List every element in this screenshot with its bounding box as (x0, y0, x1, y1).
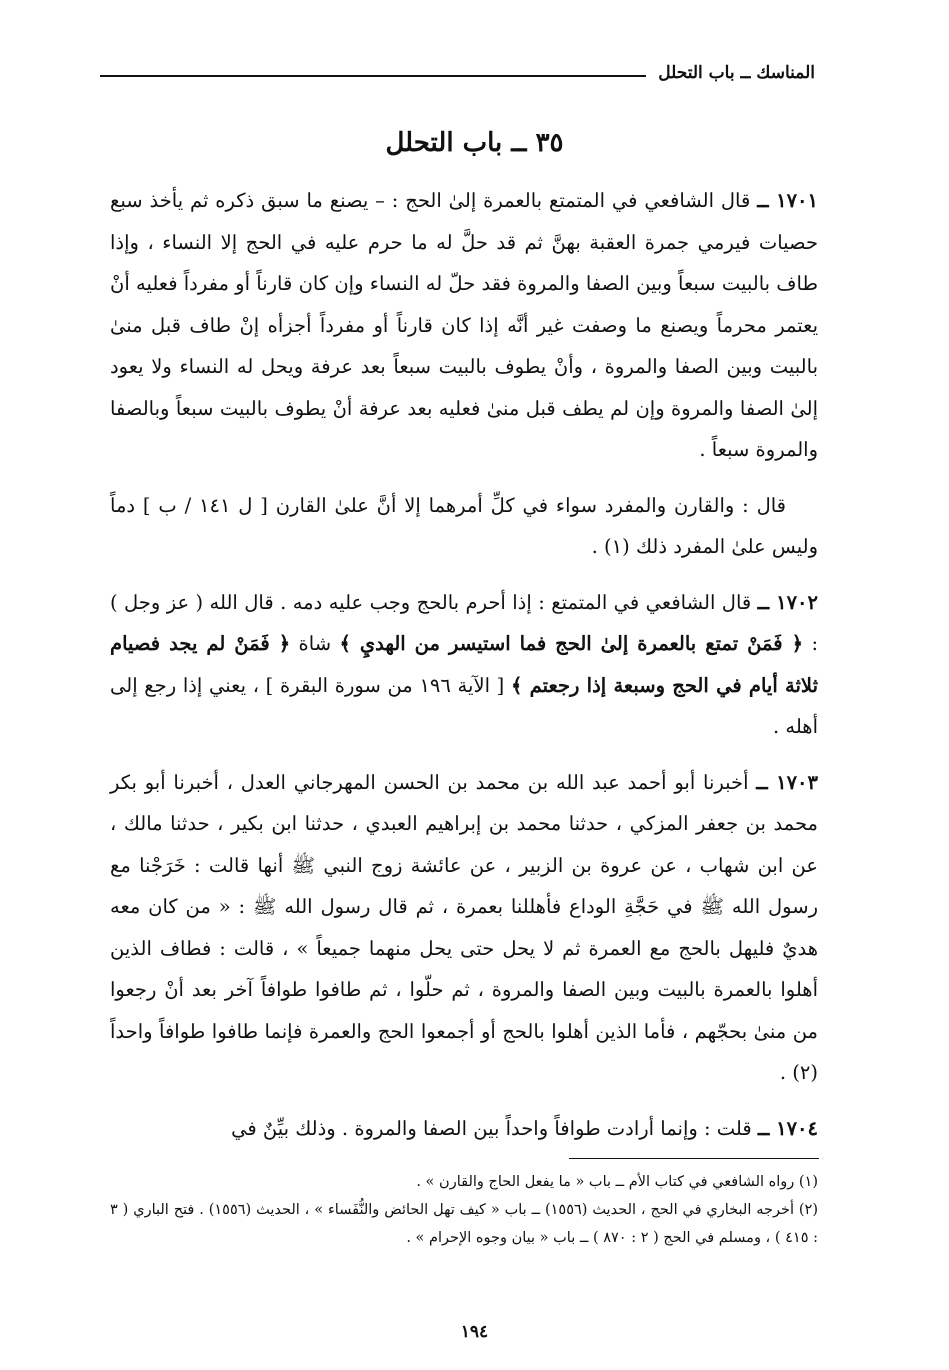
running-head-title: المناسك ــ باب التحلل (658, 63, 815, 83)
footnote-1: (١) رواه الشافعي في كتاب الأم ــ باب « ما يفعل الحاج والقارن » . (416, 1174, 818, 1190)
paragraph-text: أخبرنا أبو أحمد عبد الله بن محمد بن الحسن المهرجاني العدل ، أخبرنا أبو بكر محمد بن جعفر المزكي ، حدثنا محمد بن إبراهيم العبدي ، حدثنا ابن بكير ، حدثنا مالك ، عن ابن شهاب ، عن عروة بن الزبير ، عن عائشة زوج النبي ﷺ أنها قالت : خَرَجْنا مع رسول الله ﷺ في حَجَّةِ الوداع فأهللنا بعمرة ، ثم قال رسول الله ﷺ : « من كان معه هديٌ فليهل بالحج مع العمرة ثم لا يحل حتى يحل منهما جميعاً » ، قالت : فطاف الذين أهلوا بالعمرة بالبيت وبين الصفا والمروة ، ثم حلّوا ، ثم طافوا طوافاً آخر بعد أنْ رجعوا من منىٰ بحجّهم ، فأما الذين أهلوا بالحج أو أجمعوا الحج والعمرة فإنما طافوا طوافاً واحداً (٢) . (110, 770, 818, 1084)
footnote-separator (569, 1158, 819, 1159)
chapter-title: ٣٥ ــ باب التحلل (385, 128, 564, 158)
body-text (110, 180, 818, 1149)
paragraph-number: ١٧٠٣ ــ (756, 770, 819, 794)
paragraph-number: ١٧٠٤ ــ (757, 1116, 818, 1140)
paragraph-qala (110, 485, 818, 568)
paragraph-1704 (110, 1108, 818, 1150)
paragraph-text: قال الشافعي في المتمتع بالعمرة إلىٰ الحج : – يصنع ما سبق ذكره ثم يأخذ سبع حصيات فيرمي جمرة العقبة بهنَّ ثم قد حلَّ له ما حرم عليه في الحج إلا النساء ، وإذا طاف بالبيت سبعاً وبين الصفا والمروة فقد حلّ له النساء وإن كان قارناً أو مفرداً فعليه أنْ يعتمر محرماً ويصنع ما وصفت غير أنَّه إذا كان قارناً أو مفرداً أجزأه إنْ طاف قبل منىٰ بالبيت وبين الصفا والمروة ، وأنْ يطوف بالبيت سبعاً بعد عرفة ويحل له النساء ولا يعود إلىٰ الصفا والمروة وإن لم يطف قبل منىٰ فعليه بعد عرفة أنْ يطوف بالبيت سبعاً وبالصفا والمروة سبعاً . (110, 189, 818, 461)
footnote-2: (٢) أخرجه البخاري في الحج ، الحديث (١٥٥٦) ــ باب « كيف تهل الحائض والنُّفَساء » ، الحديث (١٥٥٦) . فتح الباري ( ٣ : ٤١٥ ) ، ومسلم في الحج ( ٢ : ٨٧٠ ) ــ باب « بيان وجوه الإحرام » . (110, 1202, 818, 1246)
running-head-rule (100, 75, 646, 77)
quran-verse: ﴿ فَمَنْ تمتع بالعمرة إلىٰ الحج فما استيسر من الهديِ ﴾ (339, 632, 804, 655)
paragraph-number: ١٧٠٢ ــ (757, 590, 819, 614)
page-number: ١٩٤ (460, 1322, 489, 1342)
paragraph-number: ١٧٠١ ــ (757, 189, 818, 212)
paragraph-text: شاة (298, 632, 332, 655)
running-head (100, 58, 815, 88)
paragraph-text: قلت : وإنما أرادت طوافاً واحداً بين الصفا والمروة . وذلك بيِّنٌ في (231, 1116, 752, 1140)
paragraph-text: [ الآية ١٩٦ من سورة البقرة ] ، يعني إذا رجع إلى أهله . (110, 673, 818, 738)
paragraph-text: قال الشافعي في المتمتع : إذا أحرم بالحج وجب عليه دمه . قال الله ( عز وجل ) : (110, 590, 819, 655)
paragraph-1702 (110, 582, 818, 748)
paragraph-text: قال : والقارن والمفرد سواء في كلِّ أمرهما إلا أنَّ علىٰ القارن [ ل ١٤١ / ب ] دماً وليس علىٰ المفرد ذلك (١) . (110, 493, 818, 558)
footnotes (110, 1168, 818, 1252)
paragraph-1701 (110, 180, 818, 471)
quran-verse: ﴿ فَمَنْ لم يجد فصيام ثلاثة أيام في الحج وسبعة إذا رجعتم ﴾ (110, 632, 818, 697)
paragraph-1703 (110, 762, 818, 1094)
